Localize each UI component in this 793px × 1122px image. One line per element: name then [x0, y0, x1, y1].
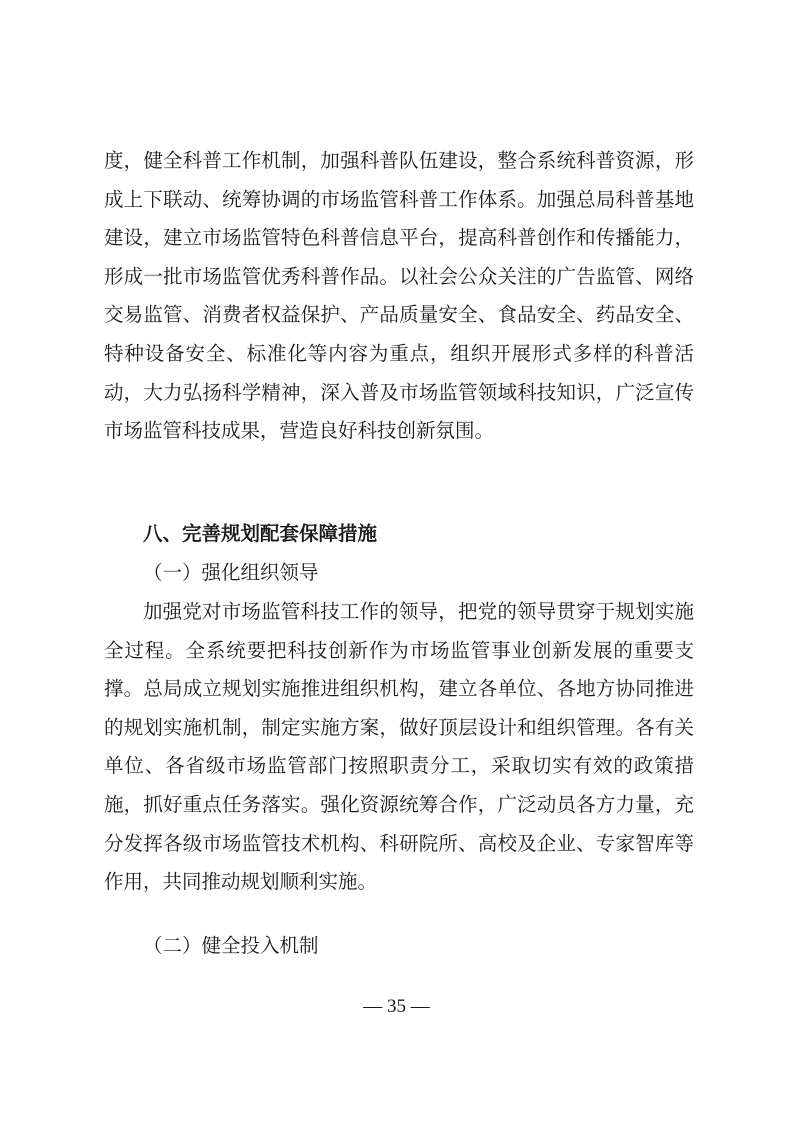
- body-paragraph-organization: 加强党对市场监管科技工作的领导，把党的领导贯穿于规划实施全过程。全系统要把科技创新作为市场监管事业创新发展的重要支撑。总局成立规划实施推进组织机构，建立各单位、各地方协同推进的规划实施机制，制定实施方案，做好顶层设计和组织管理。各有关单位、各省级市场监管部门按照职责分工，采取切实有效的政策措施，抓好重点任务落实。强化资源统筹合作，广泛动员各方力量，充分发挥各级市场监管技术机构、科研院所、高校及企业、专家智库等作用，共同推动规划顺利实施。: [104, 600, 694, 894]
- subsection-heading-organization: （一）强化组织领导: [143, 561, 319, 584]
- subsection-heading-investment: （二）健全投入机制: [143, 934, 319, 957]
- body-paragraph-continued: 度，健全科普工作机制，加强科普队伍建设，整合系统科普资源，形成上下联动、统筹协调的市场监管科普工作体系。加强总局科普基地建设，建立市场监管特色科普信息平台，提高科普创作和传播能力，形成一批市场监管优秀科普作品。以社会公众关注的广告监管、网络交易监管、消费者权益保护、产品质量安全、食品安全、药品安全、特种设备安全、标准化等内容为重点，组织开展形式多样的科普活动，大力弘扬科学精神，深入普及市场监管领域科技知识，广泛宣传市场监管科技成果，营造良好科技创新氛围。: [104, 149, 694, 443]
- section-heading: 八、完善规划配套保障措施: [143, 522, 378, 545]
- page-number: — 35 —: [363, 996, 430, 1017]
